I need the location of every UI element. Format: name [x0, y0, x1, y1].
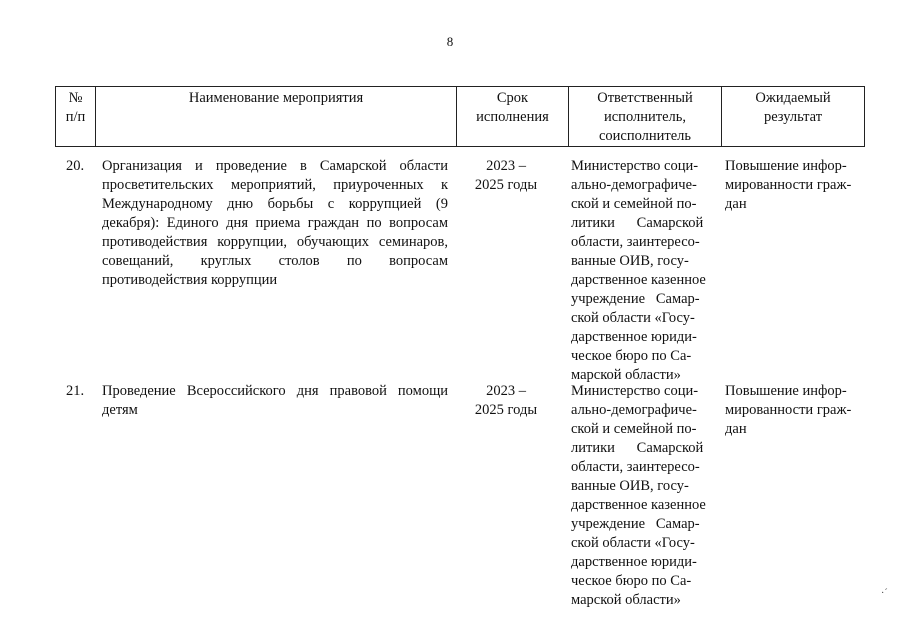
header-result-line: Ожидаемый [755, 90, 831, 106]
row-executor-line: области, заинтересо- [571, 234, 700, 250]
row-result-line: Повышение инфор- [725, 383, 847, 399]
row-executor-line: ванные ОИВ, госу- [571, 253, 689, 269]
table-header [55, 86, 865, 147]
header-num-line: п/п [65, 109, 86, 125]
header-result [722, 87, 865, 147]
row-executor-line: ской области «Госу- [571, 310, 695, 326]
row-result [725, 157, 860, 214]
row-executor-line: дарственное казенное [571, 272, 706, 288]
row-term [456, 157, 556, 195]
row-executor-line: ской и семейной по- [571, 421, 697, 437]
row-executor-line: учреждение Самар- [571, 291, 700, 307]
row-result-line: Повышение инфор- [725, 158, 847, 174]
row-number: 21. [66, 383, 85, 399]
row-executor-line: Министерство соци- [571, 383, 699, 399]
row-executor-line: ванные ОИВ, госу- [571, 478, 689, 494]
row-term-line: 2025 годы [474, 177, 538, 193]
header-term-line: исполнения [476, 109, 549, 125]
row-term-line: 2023 – [486, 158, 526, 174]
row-executor-line: ской области «Госу- [571, 535, 695, 551]
row-executor-line: ально-демографиче- [571, 177, 697, 193]
row-activity-name: Организация и проведение в Самарской области просветительских мероприятий, приуроченных к Международному дню борьбы с коррупцией (9 декабря): Единого дня приема граждан по вопросам противодействия коррупции, обучающих семинаров, совещаний, круглых столов по вопросам противодействия коррупции [102, 158, 448, 288]
row-executor-line: литики Самарской [571, 440, 704, 456]
row-term [456, 382, 556, 420]
row-result-line: дан [725, 196, 747, 212]
row-executor-line: ской и семейной по- [571, 196, 697, 212]
header-term [457, 87, 569, 147]
header-term-line: Срок [496, 90, 529, 106]
row-term-line: 2025 годы [474, 402, 538, 418]
header-name [96, 87, 457, 147]
row-executor [571, 382, 715, 610]
row-executor-line: марской области» [571, 592, 681, 608]
page-number: 8 [446, 34, 454, 49]
row-executor-line: дарственное юриди- [571, 329, 697, 345]
row-result [725, 382, 860, 439]
row-executor-line: литики Самарской [571, 215, 704, 231]
row-result-line: мированности граж- [725, 402, 852, 418]
row-executor-line: ально-демографиче- [571, 402, 697, 418]
row-executor-line: Министерство соци- [571, 158, 699, 174]
row-executor-line: марской области» [571, 367, 681, 383]
header-num [56, 87, 96, 147]
row-term-line: 2023 – [486, 383, 526, 399]
row-executor-line: ческое бюро по Са- [571, 348, 692, 364]
header-executor-line: соисполнитель [598, 128, 692, 144]
row-result-line: мированности граж- [725, 177, 852, 193]
scan-mark: ·´ [881, 588, 888, 599]
row-activity-name: Проведение Всероссийского дня правовой помощи детям [102, 383, 448, 418]
row-executor-line: ческое бюро по Са- [571, 573, 692, 589]
header-num-line: № [68, 90, 83, 106]
row-executor [571, 157, 715, 385]
header-executor-line: исполнитель, [603, 109, 686, 125]
header-executor [569, 87, 722, 147]
row-executor-line: области, заинтересо- [571, 459, 700, 475]
row-executor-line: дарственное казенное [571, 497, 706, 513]
header-name-text: Наименование мероприятия [188, 90, 364, 106]
header-result-line: результат [763, 109, 823, 125]
header-executor-line: Ответственный [597, 90, 693, 106]
row-executor-line: дарственное юриди- [571, 554, 697, 570]
row-executor-line: учреждение Самар- [571, 516, 700, 532]
row-number: 20. [66, 158, 85, 174]
row-result-line: дан [725, 421, 747, 437]
